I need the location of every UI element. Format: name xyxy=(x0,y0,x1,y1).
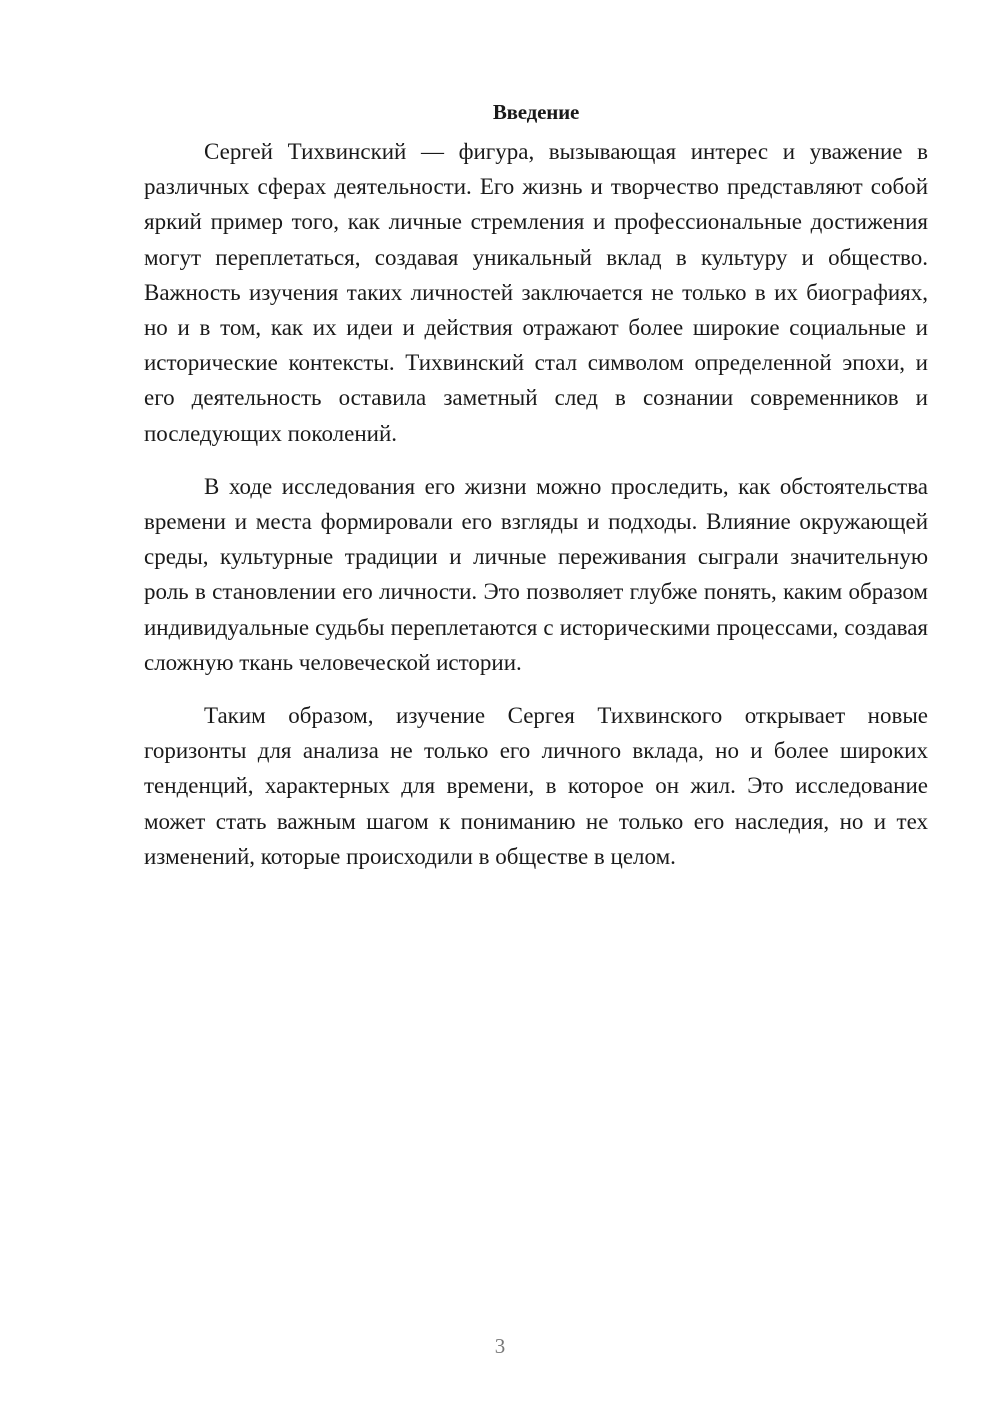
section-heading: Введение xyxy=(492,100,580,124)
paragraph-2: В ходе исследования его жизни можно проследить, как обстоятельства времени и места формировали его взгляды и подходы. Влияние окружающей среды, культурные традиции и личные переживания сыграли значительную роль в становлении его личности. Это позволяет глубже понять, каким образом индивидуальные судьбы переплетаются с историческими процессами, создавая сложную ткань человеческой истории. xyxy=(144,473,928,675)
page-number: 3 xyxy=(494,1334,506,1358)
paragraph-3: Таким образом, изучение Сергея Тихвинского открывает новые горизонты для анализа не только его личного вклада, но и более широких тенденций, характерных для времени, в которое он жил. Это исследование может стать важным шагом к пониманию не только его наследия, но и тех изменений, которые происходили в обществе в целом. xyxy=(144,703,928,869)
page-content xyxy=(144,96,928,892)
paragraph-1: Сергей Тихвинский — фигура, вызывающая интерес и уважение в различных сферах деятельности. Его жизнь и творчество представляют собой яркий пример того, как личные стремления и профессиональные достижения могут переплетаться, создавая уникальный вклад в культуру и общество. Важность изучения таких личностей заключается не только в их биографиях, но и в том, как их идеи и действия отражают более широкие социальные и исторические контексты. Тихвинский стал символом определенной эпохи, и его деятельность оставила заметный след в сознании современников и последующих поколений. xyxy=(144,139,928,446)
